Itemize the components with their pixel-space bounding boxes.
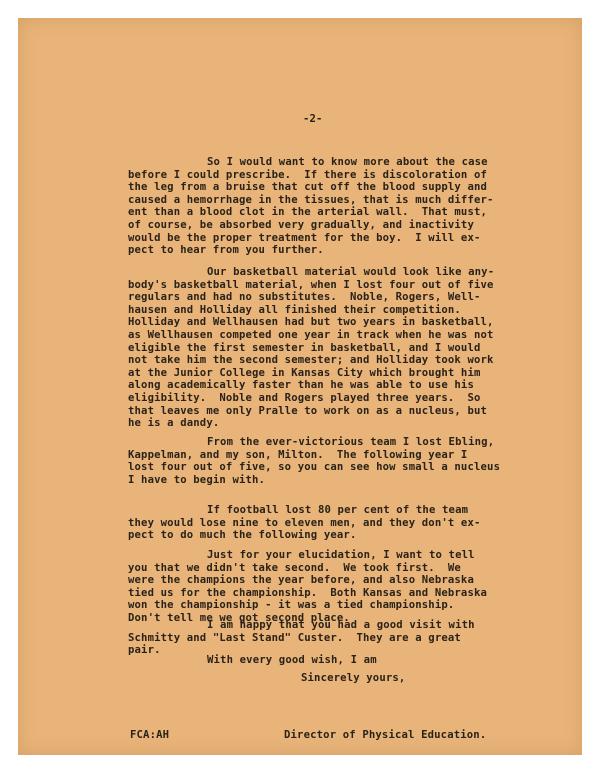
text-line: the leg from a bruise that cut off the blood supply and — [128, 181, 488, 194]
text-line: tied us for the championship. Both Kansas and Nebraska — [128, 586, 488, 599]
text-line: as Wellhausen competed one year in track when he was not — [128, 329, 494, 341]
text-line: they would lose nine to eleven men, and they don't ex- — [128, 516, 481, 529]
text-line: Holliday and Wellhausen had but two years in basketball, — [128, 316, 494, 329]
text-line: you that we didn't take second. We took first. We — [128, 561, 461, 574]
text-line: lost four out of five, so you can see how small a nucleus — [128, 461, 501, 474]
closing: Sincerely yours, — [301, 672, 406, 684]
text-line: not take him the second semester; and Holliday took work — [128, 354, 494, 367]
text-line: regulars and had no substitutes. Noble, Rogers, Well- — [128, 291, 481, 304]
text-line: If football lost 80 per cent of the team — [207, 504, 469, 516]
initials: FCA:AH — [130, 729, 170, 741]
text-line: that leaves me only Pralle to work on as a nucleus, but — [128, 404, 488, 417]
text-line: body's basketball material, when I lost four out of five — [128, 278, 494, 291]
text-line: I have to begin with. — [128, 473, 266, 486]
text-line: along academically faster than he was able to use his — [128, 379, 474, 392]
text-line: Schmitty and "Last Stand" Custer. They are a great — [128, 631, 461, 644]
text-line: caused a hemorrhage in the tissues, that is much differ- — [128, 193, 494, 206]
text-line: pair. — [128, 644, 161, 657]
text-line: Just for your elucidation, I want to tell — [207, 549, 475, 561]
text-line: Our basketball material would look like any- — [207, 266, 495, 278]
text-line: pect to hear from you further. — [128, 244, 324, 257]
text-line: Don't tell me we got second place. — [128, 612, 350, 624]
letter-page — [18, 18, 582, 755]
text-line: pect to do much the following year. — [128, 529, 357, 542]
text-line: Kappelman, and my son, Milton. The following year I — [128, 448, 468, 461]
text-line: eligible the first semester in basketball, and I would — [128, 341, 481, 354]
text-line: would be the proper treatment for the boy. I will ex- — [128, 231, 481, 244]
text-line: So I would want to know more about the case — [207, 156, 488, 168]
page-number: -2- — [303, 113, 323, 125]
text-line: at the Junior College in Kansas City which brought him — [128, 366, 481, 379]
text-line: With every good wish, I am — [207, 654, 377, 666]
text-line: From the ever-victorious team I lost Ebling, — [207, 436, 495, 448]
text-line: hausen and Holliday all finished their competition. — [128, 303, 461, 316]
text-line: won the championship - it was a tied championship. — [128, 599, 455, 612]
text-line: of course, be absorbed very gradually, and inactivity — [128, 219, 474, 231]
text-line: he is a dandy. — [128, 417, 220, 430]
text-line: I am happy that you had a good visit with — [207, 619, 475, 631]
text-line: eligibility. Noble and Rogers played three years. So — [128, 392, 481, 404]
text-line: before I could prescribe. If there is discoloration of — [128, 168, 488, 181]
text-line: were the champions the year before, and also Nebraska — [128, 574, 474, 587]
text-line: ent than a blood clot in the arterial wall. That must, — [128, 206, 488, 219]
signature-title: Director of Physical Education. — [284, 729, 487, 741]
